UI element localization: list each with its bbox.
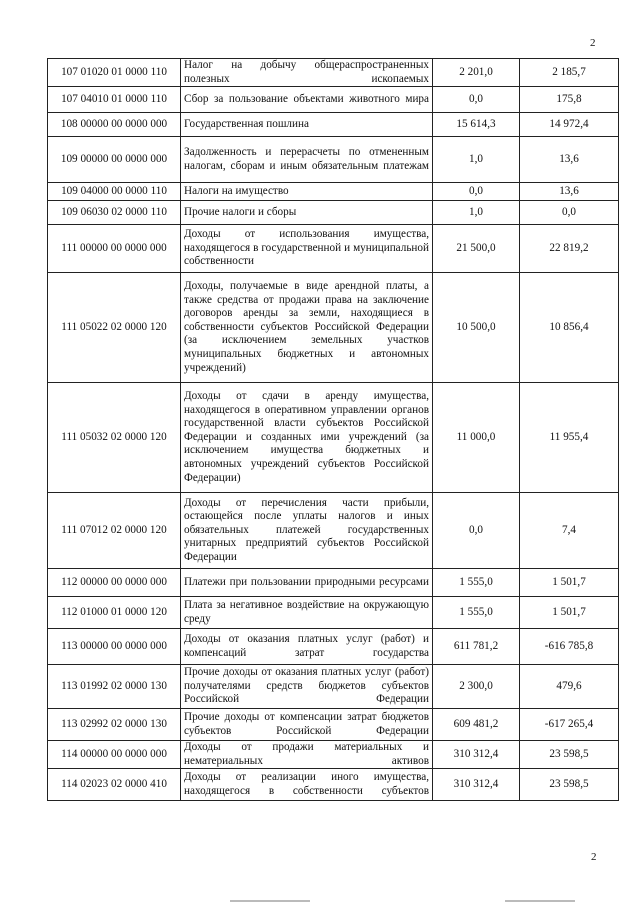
code-cell: 107 04010 01 0000 110 xyxy=(48,87,181,113)
plan-value-cell: 0,0 xyxy=(433,87,520,113)
code-cell: 109 00000 00 0000 000 xyxy=(48,137,181,183)
name-cell: Плата за негативное воздействие на окружающую среду xyxy=(181,597,433,629)
code-cell: 107 01020 01 0000 110 xyxy=(48,59,181,87)
fact-value-cell: 13,6 xyxy=(520,137,619,183)
name-cell: Доходы от перечисления части прибыли, остающейся после уплаты налогов и иных обязательных платежей государственных унитарных предприятий субъектов Российской Федерации xyxy=(181,493,433,569)
table-row xyxy=(48,137,619,183)
name-cell: Доходы от оказания платных услуг (работ) и компенсаций затрат государства xyxy=(181,629,433,665)
code-cell: 113 00000 00 0000 000 xyxy=(48,629,181,665)
fact-value-cell: 1 501,7 xyxy=(520,597,619,629)
plan-value-cell: 21 500,0 xyxy=(433,225,520,273)
name-cell: Прочие налоги и сборы xyxy=(181,201,433,225)
fact-value-cell: -616 785,8 xyxy=(520,629,619,665)
plan-value-cell: 2 300,0 xyxy=(433,665,520,709)
fact-value-cell: 14 972,4 xyxy=(520,113,619,137)
fact-value-cell: 175,8 xyxy=(520,87,619,113)
fact-value-cell: 13,6 xyxy=(520,183,619,201)
table-row xyxy=(48,597,619,629)
table-row xyxy=(48,273,619,383)
plan-value-cell: 1,0 xyxy=(433,137,520,183)
code-cell: 113 01992 02 0000 130 xyxy=(48,665,181,709)
plan-value-cell: 0,0 xyxy=(433,183,520,201)
fact-value-cell: 7,4 xyxy=(520,493,619,569)
table-row xyxy=(48,665,619,709)
table-row xyxy=(48,383,619,493)
code-cell: 114 02023 02 0000 410 xyxy=(48,769,181,801)
name-cell: Платежи при пользовании природными ресурсами xyxy=(181,569,433,597)
fact-value-cell: 23 598,5 xyxy=(520,769,619,801)
code-cell: 108 00000 00 0000 000 xyxy=(48,113,181,137)
code-cell: 112 00000 00 0000 000 xyxy=(48,569,181,597)
plan-value-cell: 609 481,2 xyxy=(433,709,520,741)
scan-edge-artifact xyxy=(0,898,640,905)
code-cell: 111 00000 00 0000 000 xyxy=(48,225,181,273)
code-cell: 109 06030 02 0000 110 xyxy=(48,201,181,225)
code-cell: 112 01000 01 0000 120 xyxy=(48,597,181,629)
code-cell: 111 05022 02 0000 120 xyxy=(48,273,181,383)
plan-value-cell: 1,0 xyxy=(433,201,520,225)
plan-value-cell: 310 312,4 xyxy=(433,769,520,801)
name-cell: Государственная пошлина xyxy=(181,113,433,137)
code-cell: 111 05032 02 0000 120 xyxy=(48,383,181,493)
fact-value-cell: 22 819,2 xyxy=(520,225,619,273)
code-cell: 114 00000 00 0000 000 xyxy=(48,741,181,769)
name-cell: Налог на добычу общераспространенных полезных ископаемых xyxy=(181,59,433,87)
table-row xyxy=(48,769,619,801)
name-cell: Доходы от сдачи в аренду имущества, находящегося в оперативном управлении органов государственной власти субъектов Российской Федерации и созданных ими учреждений (за исключением имущества бюджетных и автономных учреждений субъектов Российской Федерации) xyxy=(181,383,433,493)
table-row xyxy=(48,569,619,597)
page-number-bottom: 2 xyxy=(591,851,597,863)
revenue-table xyxy=(47,58,619,801)
plan-value-cell: 0,0 xyxy=(433,493,520,569)
table-row xyxy=(48,629,619,665)
table-row xyxy=(48,741,619,769)
plan-value-cell: 11 000,0 xyxy=(433,383,520,493)
table-row xyxy=(48,225,619,273)
plan-value-cell: 1 555,0 xyxy=(433,569,520,597)
plan-value-cell: 2 201,0 xyxy=(433,59,520,87)
code-cell: 113 02992 02 0000 130 xyxy=(48,709,181,741)
plan-value-cell: 611 781,2 xyxy=(433,629,520,665)
code-cell: 111 07012 02 0000 120 xyxy=(48,493,181,569)
fact-value-cell: -617 265,4 xyxy=(520,709,619,741)
plan-value-cell: 15 614,3 xyxy=(433,113,520,137)
name-cell: Прочие доходы от компенсации затрат бюджетов субъектов Российской Федерации xyxy=(181,709,433,741)
table-row xyxy=(48,59,619,87)
name-cell: Задолженность и перерасчеты по отмененным налогам, сборам и иным обязательным платежам xyxy=(181,137,433,183)
fact-value-cell: 0,0 xyxy=(520,201,619,225)
plan-value-cell: 10 500,0 xyxy=(433,273,520,383)
table-row xyxy=(48,87,619,113)
name-cell: Налоги на имущество xyxy=(181,183,433,201)
fact-value-cell: 10 856,4 xyxy=(520,273,619,383)
code-cell: 109 04000 00 0000 110 xyxy=(48,183,181,201)
page-number-top: 2 xyxy=(590,37,596,49)
plan-value-cell: 310 312,4 xyxy=(433,741,520,769)
name-cell: Прочие доходы от оказания платных услуг (работ) получателями средств бюджетов субъектов Российской Федерации xyxy=(181,665,433,709)
name-cell: Доходы от продажи материальных и нематериальных активов xyxy=(181,741,433,769)
name-cell: Сбор за пользование объектами животного мира xyxy=(181,87,433,113)
name-cell: Доходы от использования имущества, находящегося в государственной и муниципальной собственности xyxy=(181,225,433,273)
table-row xyxy=(48,201,619,225)
table-row xyxy=(48,709,619,741)
plan-value-cell: 1 555,0 xyxy=(433,597,520,629)
fact-value-cell: 11 955,4 xyxy=(520,383,619,493)
table-row xyxy=(48,113,619,137)
fact-value-cell: 1 501,7 xyxy=(520,569,619,597)
fact-value-cell: 23 598,5 xyxy=(520,741,619,769)
table-row xyxy=(48,183,619,201)
name-cell: Доходы от реализации иного имущества, находящегося в собственности субъектов xyxy=(181,769,433,801)
table-row xyxy=(48,493,619,569)
fact-value-cell: 2 185,7 xyxy=(520,59,619,87)
name-cell: Доходы, получаемые в виде арендной платы, а также средства от продажи права на заключение договоров аренды за земли, находящиеся в собственности субъектов Российской Федерации (за исключением земельных участков муниципальных бюджетных и автономных учреждений) xyxy=(181,273,433,383)
fact-value-cell: 479,6 xyxy=(520,665,619,709)
